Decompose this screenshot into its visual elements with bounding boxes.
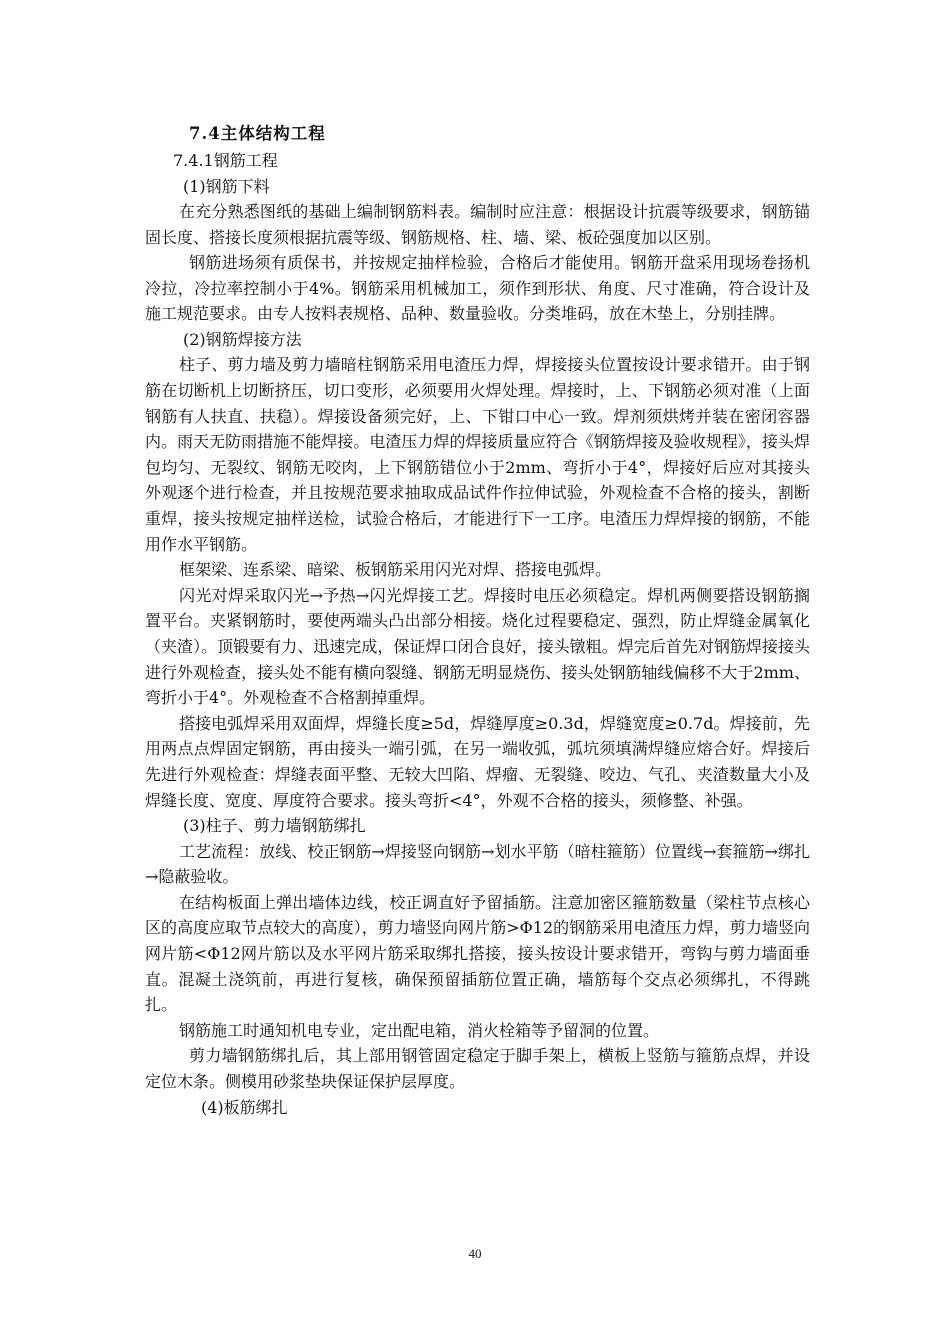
paragraph: 钢筋进场须有质保书，并按规定抽样检验，合格后才能使用。钢筋开盘采用现场卷扬机冷拉，冷拉率控制小于4%。钢筋采用机械加工，须作到形状、角度、尺寸准确，符合设计及施工规范要求。由专人按料表规格、品种、数量验收。分类堆码，放在木垫上，分别挂牌。 bbox=[145, 253, 810, 324]
page-number: 40 bbox=[468, 1246, 482, 1261]
subsection-title: 7.4.1钢筋工程 bbox=[173, 151, 278, 170]
list-heading: (2)钢筋焊接方法 bbox=[183, 329, 302, 349]
paragraph: 框架梁、连系梁、暗梁、板钢筋采用闪光对焊、搭接电弧焊。 bbox=[179, 560, 612, 580]
paragraph: 在结构板面上弹出墙体边线，校正调直好予留插筋。注意加密区箍筋数量（梁柱节点核心区的高度应取节点较大的高度），剪力墙竖向网片筋>Φ12的钢筋采用电渣压力焊，剪力墙竖向网片筋<Φ12网片筋以及水平网片筋采取绑扎搭接，接头按设计要求错开，弯钩与剪力墙面垂直。混凝土浇筑前，再进行复核，确保预留插筋位置正确，墙筋每个交点必须绑扎，不得跳扎。 bbox=[145, 892, 810, 1015]
paragraph: 搭接电弧焊采用双面焊，焊缝长度≥5d，焊缝厚度≥0.3d，焊缝宽度≥0.7d。焊接前，先用两点点焊固定钢筋，再由接头一端引弧，在另一端收弧，弧坑须填满焊缝应熔合好。焊接后先进行外观检查：焊缝表面平整、无较大凹陷、焊瘤、无裂缝、咬边、气孔、夹渣数量大小及焊缝长度、宽度、厚度符合要求。接头弯折<4°，外观不合格的接头，须修整、补强。 bbox=[145, 713, 810, 810]
page-body bbox=[145, 120, 810, 1120]
paragraph: 工艺流程：放线、校正钢筋→焊接竖向钢筋→划水平筋（暗柱箍筋）位置线→套箍筋→绑扎→隐蔽验收。 bbox=[145, 841, 810, 887]
section-title: 7.4主体结构工程 bbox=[189, 124, 326, 143]
list-heading: (1)钢筋下料 bbox=[183, 176, 270, 196]
list-heading: (3)柱子、剪力墙钢筋绑扎 bbox=[183, 816, 366, 836]
paragraph: 剪力墙钢筋绑扎后，其上部用钢管固定稳定于脚手架上，横板上竖筋与箍筋点焊，并设定位木条。侧模用砂浆垫块保证保护层厚度。 bbox=[145, 1046, 810, 1091]
list-heading: (4)板筋绑扎 bbox=[201, 1097, 288, 1117]
paragraph: 柱子、剪力墙及剪力墙暗柱钢筋采用电渣压力焊，焊接接头位置按设计要求错开。由于钢筋在切断机上切断挤压，切口变形，必须要用火焊处理。焊接时，上、下钢筋必须对准（上面钢筋有人扶直、扶稳）。焊接设备须完好，上、下钳口中心一致。焊剂须烘烤并装在密闭容器内。雨天无防雨措施不能焊接。电渣压力焊的焊接质量应符合《钢筋焊接及验收规程》，接头焊包均匀、无裂纹、钢筋无咬肉，上下钢筋错位小于2mm、弯折小于4°，焊接好后应对其接头外观逐个进行检查，并且按规范要求抽取成品试件作拉伸试验，外观检查不合格的接头，割断重焊，接头按规定抽样送检，试验合格后，才能进行下一工序。电渣压力焊焊接的钢筋，不能用作水平钢筋。 bbox=[145, 355, 810, 554]
paragraph: 钢筋施工时通知机电专业，定出配电箱，消火栓箱等予留洞的位置。 bbox=[179, 1020, 660, 1040]
paragraph: 在充分熟悉图纸的基础上编制钢筋料表。编制时应注意：根据设计抗震等级要求，钢筋锚固长度、搭接长度须根据抗震等级、钢筋规格、柱、墙、梁、板砼强度加以区别。 bbox=[145, 202, 810, 247]
paragraph: 闪光对焊采取闪光→予热→闪光焊接工艺。焊接时电压必须稳定。焊机两侧要搭设钢筋搁置平台。夹紧钢筋时，要使两端头凸出部分相接。烧化过程要稳定、强烈，防止焊缝金属氧化（夹渣）。顶锻要有力、迅速完成，保证焊口闭合良好，接头镦粗。焊完后首先对钢筋焊接接头进行外观检查，接头处不能有横向裂缝、钢筋无明显烧伤、接头处钢筋轴线偏移不大于2mm、弯折小于4°。外观检查不合格割掉重焊。 bbox=[145, 585, 810, 708]
